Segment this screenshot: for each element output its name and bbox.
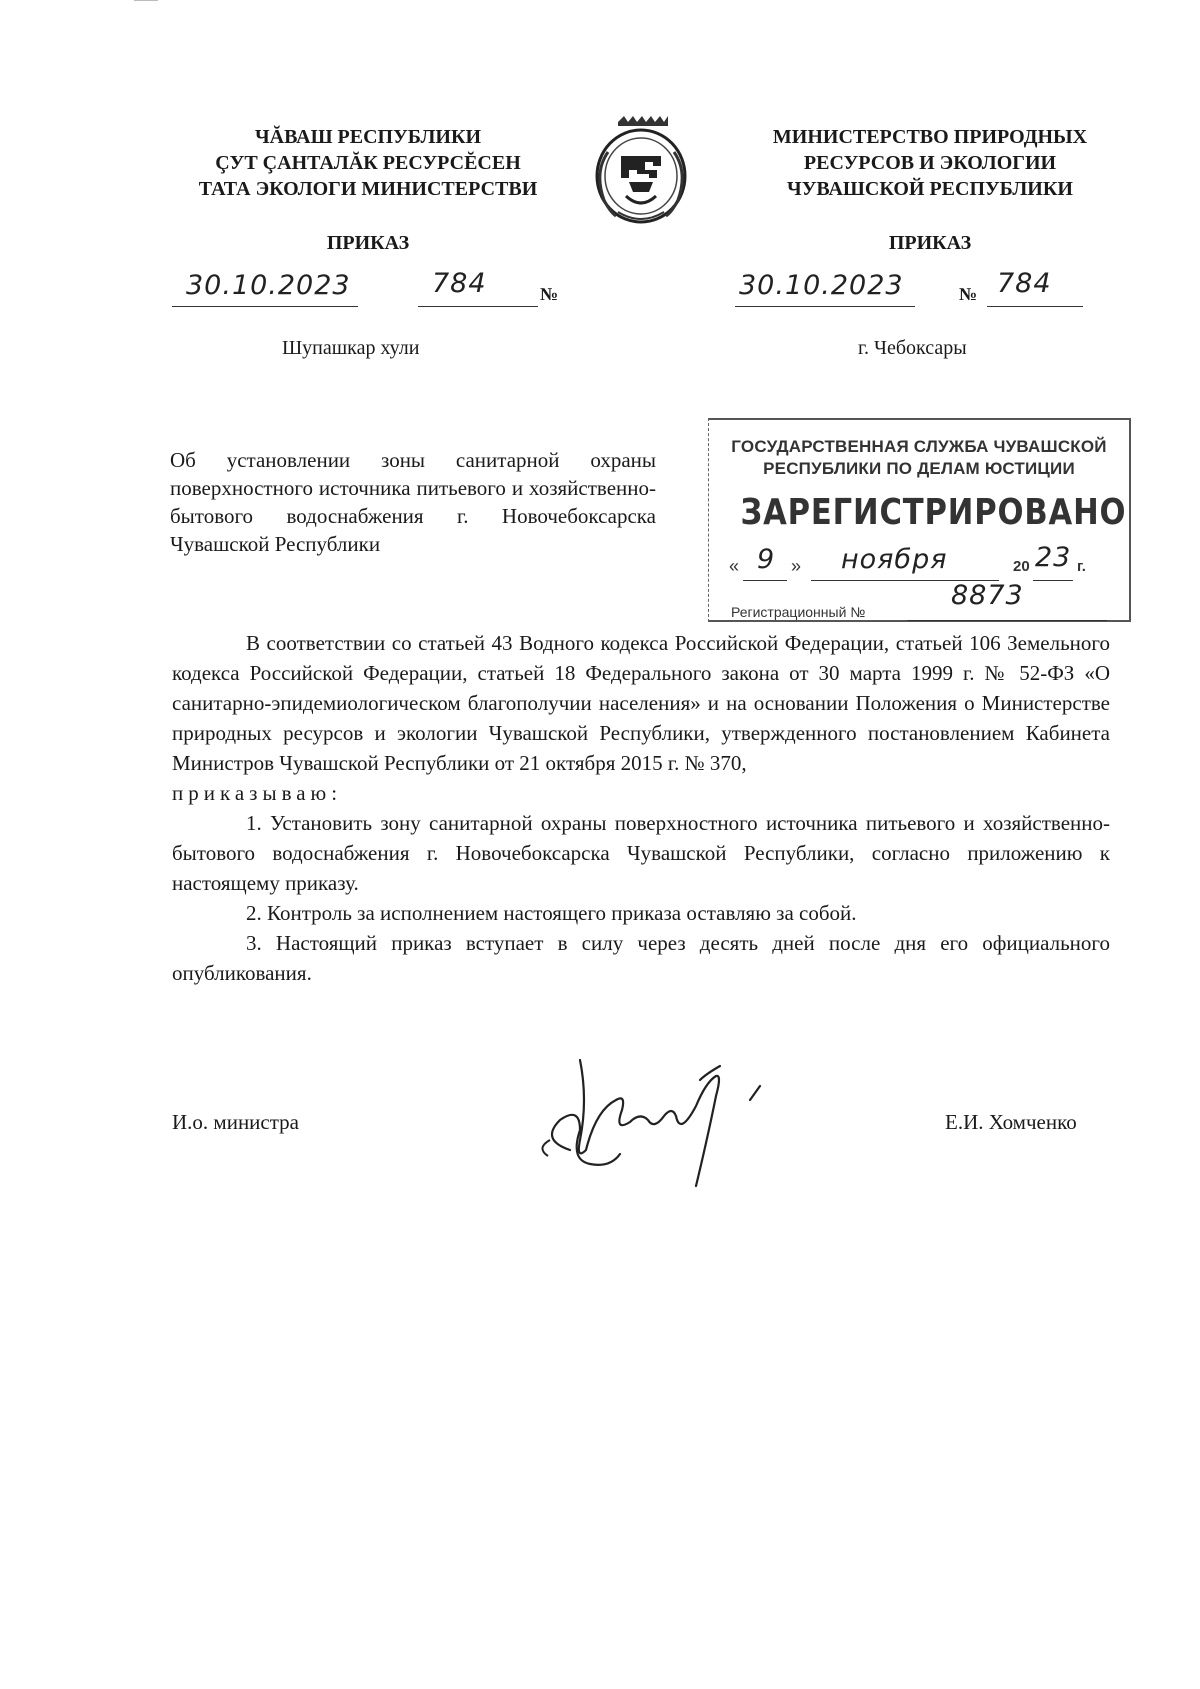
registration-stamp — [708, 418, 1131, 622]
body-item: 3. Настоящий приказ вступает в силу через десять дней после дня его официального опубликования. — [172, 931, 1110, 985]
number-sign-left: № — [540, 284, 559, 304]
stamp-year-suffix: 23 — [1035, 542, 1072, 573]
order-number-right: 784 — [997, 268, 1052, 299]
underline — [1033, 580, 1073, 581]
header-right-line: ЧУВАШСКОЙ РЕСПУБЛИКИ — [787, 178, 1073, 200]
scan-mark — [134, 0, 158, 1]
header-russian — [720, 124, 1140, 202]
stamp-org-line1: ГОСУДАРСТВЕННАЯ СЛУЖБА ЧУВАШСКОЙ — [731, 437, 1107, 456]
stamp-year-prefix: 20 — [1013, 558, 1030, 575]
stamp-year-unit: г. — [1077, 558, 1086, 575]
header-right-line: МИНИСТЕРСТВО ПРИРОДНЫХ — [772, 126, 1088, 148]
underline — [418, 306, 538, 307]
order-body — [172, 628, 1110, 988]
order-title-right: ПРИКАЗ — [888, 232, 972, 254]
stamp-title: ЗАРЕГИСТРИРОВАНО — [740, 492, 1127, 533]
city-russian: г. Чебоксары — [858, 337, 967, 359]
order-number-left: 784 — [432, 268, 487, 299]
chuvash-emblem-icon — [588, 116, 694, 228]
header-chuvash — [158, 124, 578, 202]
order-line-left — [172, 268, 559, 306]
signature-name: Е.И. Хомченко — [945, 1110, 1077, 1134]
header-right-line: РЕСУРСОВ И ЭКОЛОГИИ — [803, 152, 1057, 174]
stamp-date — [729, 542, 1109, 582]
order-title-left: ПРИКАЗ — [326, 232, 410, 254]
header-left-line: ÇУТ ÇАНТАЛĂК РЕСУРСĔСЕН — [215, 152, 521, 174]
underline — [735, 306, 915, 307]
signature-role: И.о. министра — [172, 1110, 299, 1134]
stamp-reg-label: Регистрационный № — [731, 604, 866, 620]
city-chuvash: Шупашкар хули — [282, 337, 420, 359]
header-left-line: ЧĂВАШ РЕСПУБЛИКИ — [254, 126, 482, 148]
order-date-left: 30.10.2023 — [186, 270, 351, 301]
stamp-day: 9 — [757, 544, 776, 575]
stamp-quote-close: » — [791, 556, 802, 576]
body-item: 2. Контроль за исполнением настоящего приказа оставляю за собой. — [246, 901, 857, 925]
order-line-right — [735, 270, 1095, 306]
order-subject: Об установлении зоны санитарной охраны поверхностного источника питьевого и хозяйственно-бытового водоснабжения г. Новочебоксарска Чувашской Республики — [170, 448, 656, 556]
stamp-month: ноября — [841, 544, 948, 575]
handwritten-signature-icon — [510, 1040, 810, 1200]
stamp-reg-number: 8873 — [951, 580, 1024, 611]
body-intro: В соответствии со статьей 43 Водного кодекса Российской Федерации, статьей 106 Земельного кодекса Российской Федерации, статьей 18 Федерального закона от 30 марта 1999 г. № 52-ФЗ «О санитарно-эпидемиологическом благополучии населения» и на основании Положения о Министерстве природных ресурсов и экологии Чувашской Республики, утвержденного постановлением Кабинета Министров Чувашской Республики от 21 октября 2015 г. № 370, — [172, 631, 1110, 775]
stamp-quote-open: « — [729, 556, 740, 576]
number-sign-right: № — [959, 284, 978, 304]
underline — [743, 580, 787, 581]
body-item: 1. Установить зону санитарной охраны поверхностного источника питьевого и хозяйственно-бытового водоснабжения г. Новочебоксарска Чувашской Республики, согласно приложению к настоящему приказу. — [172, 811, 1110, 895]
underline — [987, 306, 1083, 307]
stamp-org-line2: РЕСПУБЛИКИ ПО ДЕЛАМ ЮСТИЦИИ — [763, 459, 1075, 478]
body-order-word: приказываю: — [172, 781, 343, 805]
underline — [172, 306, 358, 307]
underline — [907, 620, 1107, 621]
header-left-line: ТАТА ЭКОЛОГИ МИНИСТЕРСТВИ — [198, 178, 538, 200]
order-date-right: 30.10.2023 — [739, 270, 904, 301]
